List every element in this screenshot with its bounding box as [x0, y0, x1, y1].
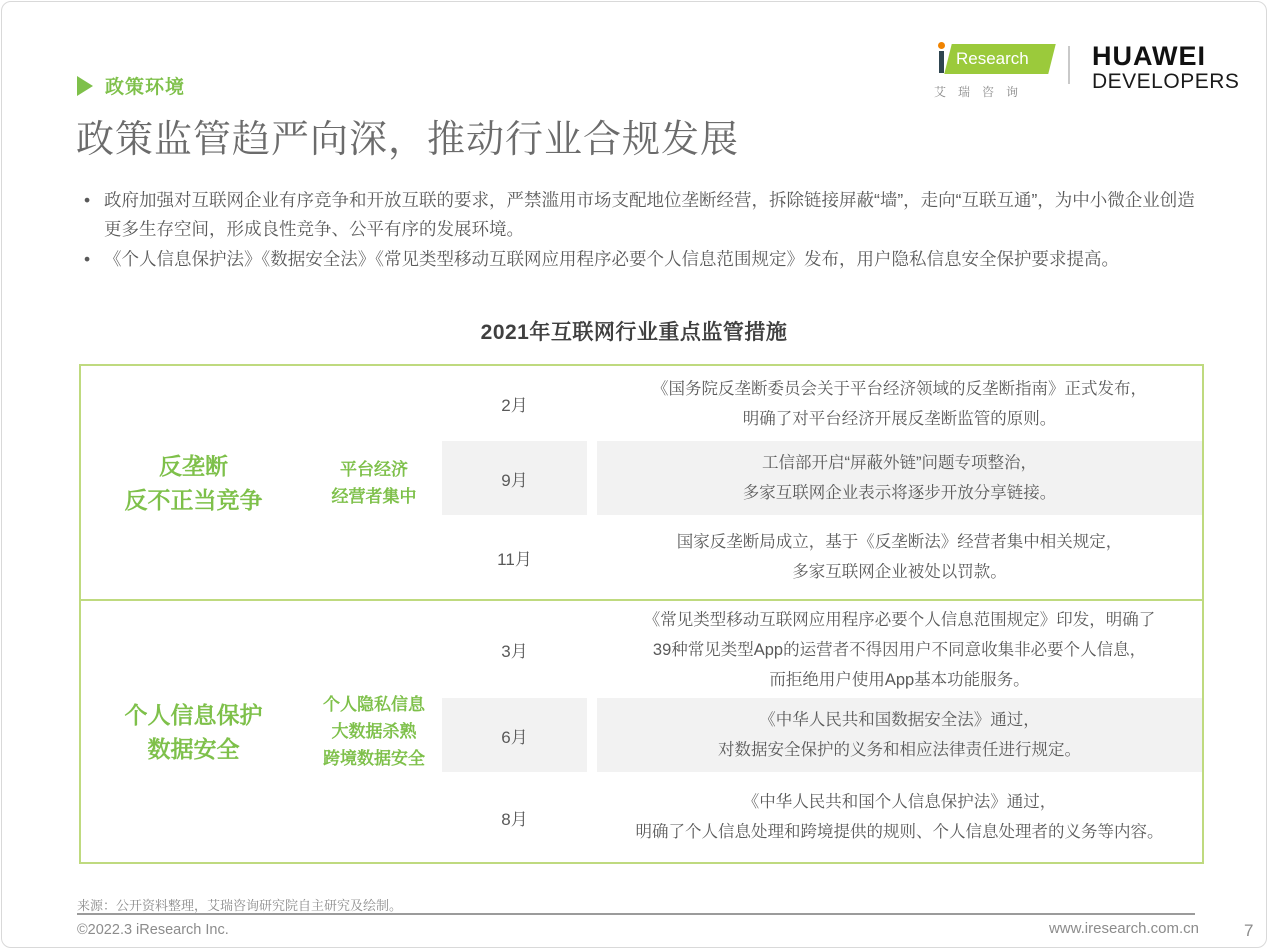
huawei-logo-text: HUAWEI [1092, 41, 1206, 71]
group-label [81, 366, 306, 599]
iresearch-logo-text: Research [956, 49, 1029, 68]
description-line: 多家互联网企业被处以罚款。 [792, 563, 1007, 581]
bullet-text: 政府加强对互联网企业有序竞争和开放互联的要求，严禁滥用市场支配地位垄断经营，拆除链接屏蔽“墙”，走向“互联互通”，为中小微企业创造更多生存空间，形成良性竞争、公平有序的发展环境。 [104, 190, 1195, 239]
bullet-marker: • [84, 190, 91, 210]
group-sublabel-line: 平台经济 [340, 459, 408, 479]
description-cell [597, 698, 1202, 772]
month-cell: 8月 [501, 809, 528, 829]
copyright-text: ©2022.3 iResearch Inc. [77, 922, 229, 938]
iresearch-logo-mark [930, 40, 1060, 78]
description-line: 明确了个人信息处理和跨境提供的规则、个人信息处理者的义务等内容。 [635, 823, 1164, 841]
report-page [1, 1, 1267, 948]
summary-bullets [82, 186, 1204, 275]
description-line: 《常见类型移动互联网应用程序必要个人信息范围规定》印发，明确了 [643, 610, 1156, 629]
iresearch-i-dot-icon [938, 42, 945, 49]
bullet-marker: • [84, 249, 91, 269]
iresearch-logo [930, 40, 1060, 100]
table-row [442, 698, 1202, 772]
iresearch-i-stem-icon [939, 51, 944, 73]
huawei-developers-text: DEVELOPERS [1092, 70, 1240, 93]
group-label [81, 601, 306, 862]
regulation-table [79, 364, 1204, 864]
footer-divider [77, 913, 1195, 915]
group-sublabel [306, 601, 442, 862]
description-cell [597, 772, 1202, 862]
description-cell [597, 441, 1202, 515]
page-number: 7 [1244, 921, 1254, 940]
month-cell: 11月 [497, 549, 532, 569]
description-line: 39种常见类型App的运营者不得因用户不同意收集非必要个人信息， [652, 640, 1147, 659]
table-row [442, 601, 1202, 698]
table-title: 2021年互联网行业重点监管措施 [480, 321, 788, 344]
group-label-line: 数据安全 [147, 735, 240, 762]
table-row [442, 441, 1202, 515]
source-note: 来源：公开资料整理，艾瑞咨询研究院自主研究及绘制。 [77, 898, 403, 913]
table-group-data-security [81, 599, 1202, 862]
month-cell: 3月 [501, 642, 528, 661]
group-sublabel [306, 366, 442, 599]
table-row [442, 515, 1202, 599]
month-cell: 2月 [501, 396, 528, 415]
bullet-text: 《个人信息保护法》《数据安全法》《常见类型移动互联网应用程序必要个人信息范围规定》发布，用户隐私信息安全保护要求提高。 [104, 249, 1119, 269]
description-line: 《中华人民共和国数据安全法》通过， [759, 711, 1040, 729]
section-tag-label: 政策环境 [105, 77, 186, 98]
group-label-line: 反垄断 [159, 452, 228, 479]
website-text: www.iresearch.com.cn [1048, 920, 1199, 937]
group-rows [442, 366, 1202, 599]
iresearch-logo-chinese: 艾瑞咨询 [934, 85, 1031, 99]
description-line: 国家反垄断局成立，基于《反垄断法》经营者集中相关规定， [676, 533, 1123, 551]
section-tag [77, 72, 185, 99]
group-sublabel-line: 大数据杀熟 [331, 722, 417, 741]
page-title: 政策监管趋严向深，推动行业合规发展 [76, 119, 740, 161]
triangle-marker-icon [77, 76, 93, 96]
logo-divider [1068, 46, 1070, 84]
table-group-antimonopoly [81, 366, 1202, 599]
iresearch-parallelogram-icon [944, 44, 1055, 74]
description-line: 多家互联网企业表示将逐步开放分享链接。 [742, 484, 1057, 502]
description-cell [597, 366, 1202, 441]
description-line: 《国务院反垄断委员会关于平台经济领域的反垄断指南》正式发布， [652, 379, 1147, 398]
table-row [442, 366, 1202, 441]
description-line: 而拒绝用户使用App基本功能服务。 [769, 670, 1030, 689]
group-rows [442, 601, 1202, 862]
bullet-item [82, 186, 1204, 244]
description-line: 明确了对平台经济开展反垄断监管的原则。 [742, 409, 1057, 428]
group-label-line: 反不正当竞争 [124, 486, 263, 513]
description-line: 工信部开启“屏蔽外链”问题专项整治， [762, 454, 1037, 472]
huawei-developers-logo [1092, 42, 1239, 94]
table-row [442, 772, 1202, 862]
description-line: 《中华人民共和国个人信息保护法》通过， [742, 793, 1057, 811]
month-cell: 6月 [442, 698, 587, 772]
group-sublabel-line: 跨境数据安全 [323, 749, 425, 768]
month-cell: 9月 [442, 441, 587, 515]
description-cell [597, 601, 1202, 698]
description-line: 对数据安全保护的义务和相应法律责任进行规定。 [718, 741, 1081, 759]
description-cell [597, 515, 1202, 599]
group-label-line: 个人信息保护 [124, 701, 263, 728]
bullet-item [82, 245, 1204, 274]
group-sublabel-line: 个人隐私信息 [323, 695, 425, 714]
group-sublabel-line: 经营者集中 [331, 486, 417, 506]
